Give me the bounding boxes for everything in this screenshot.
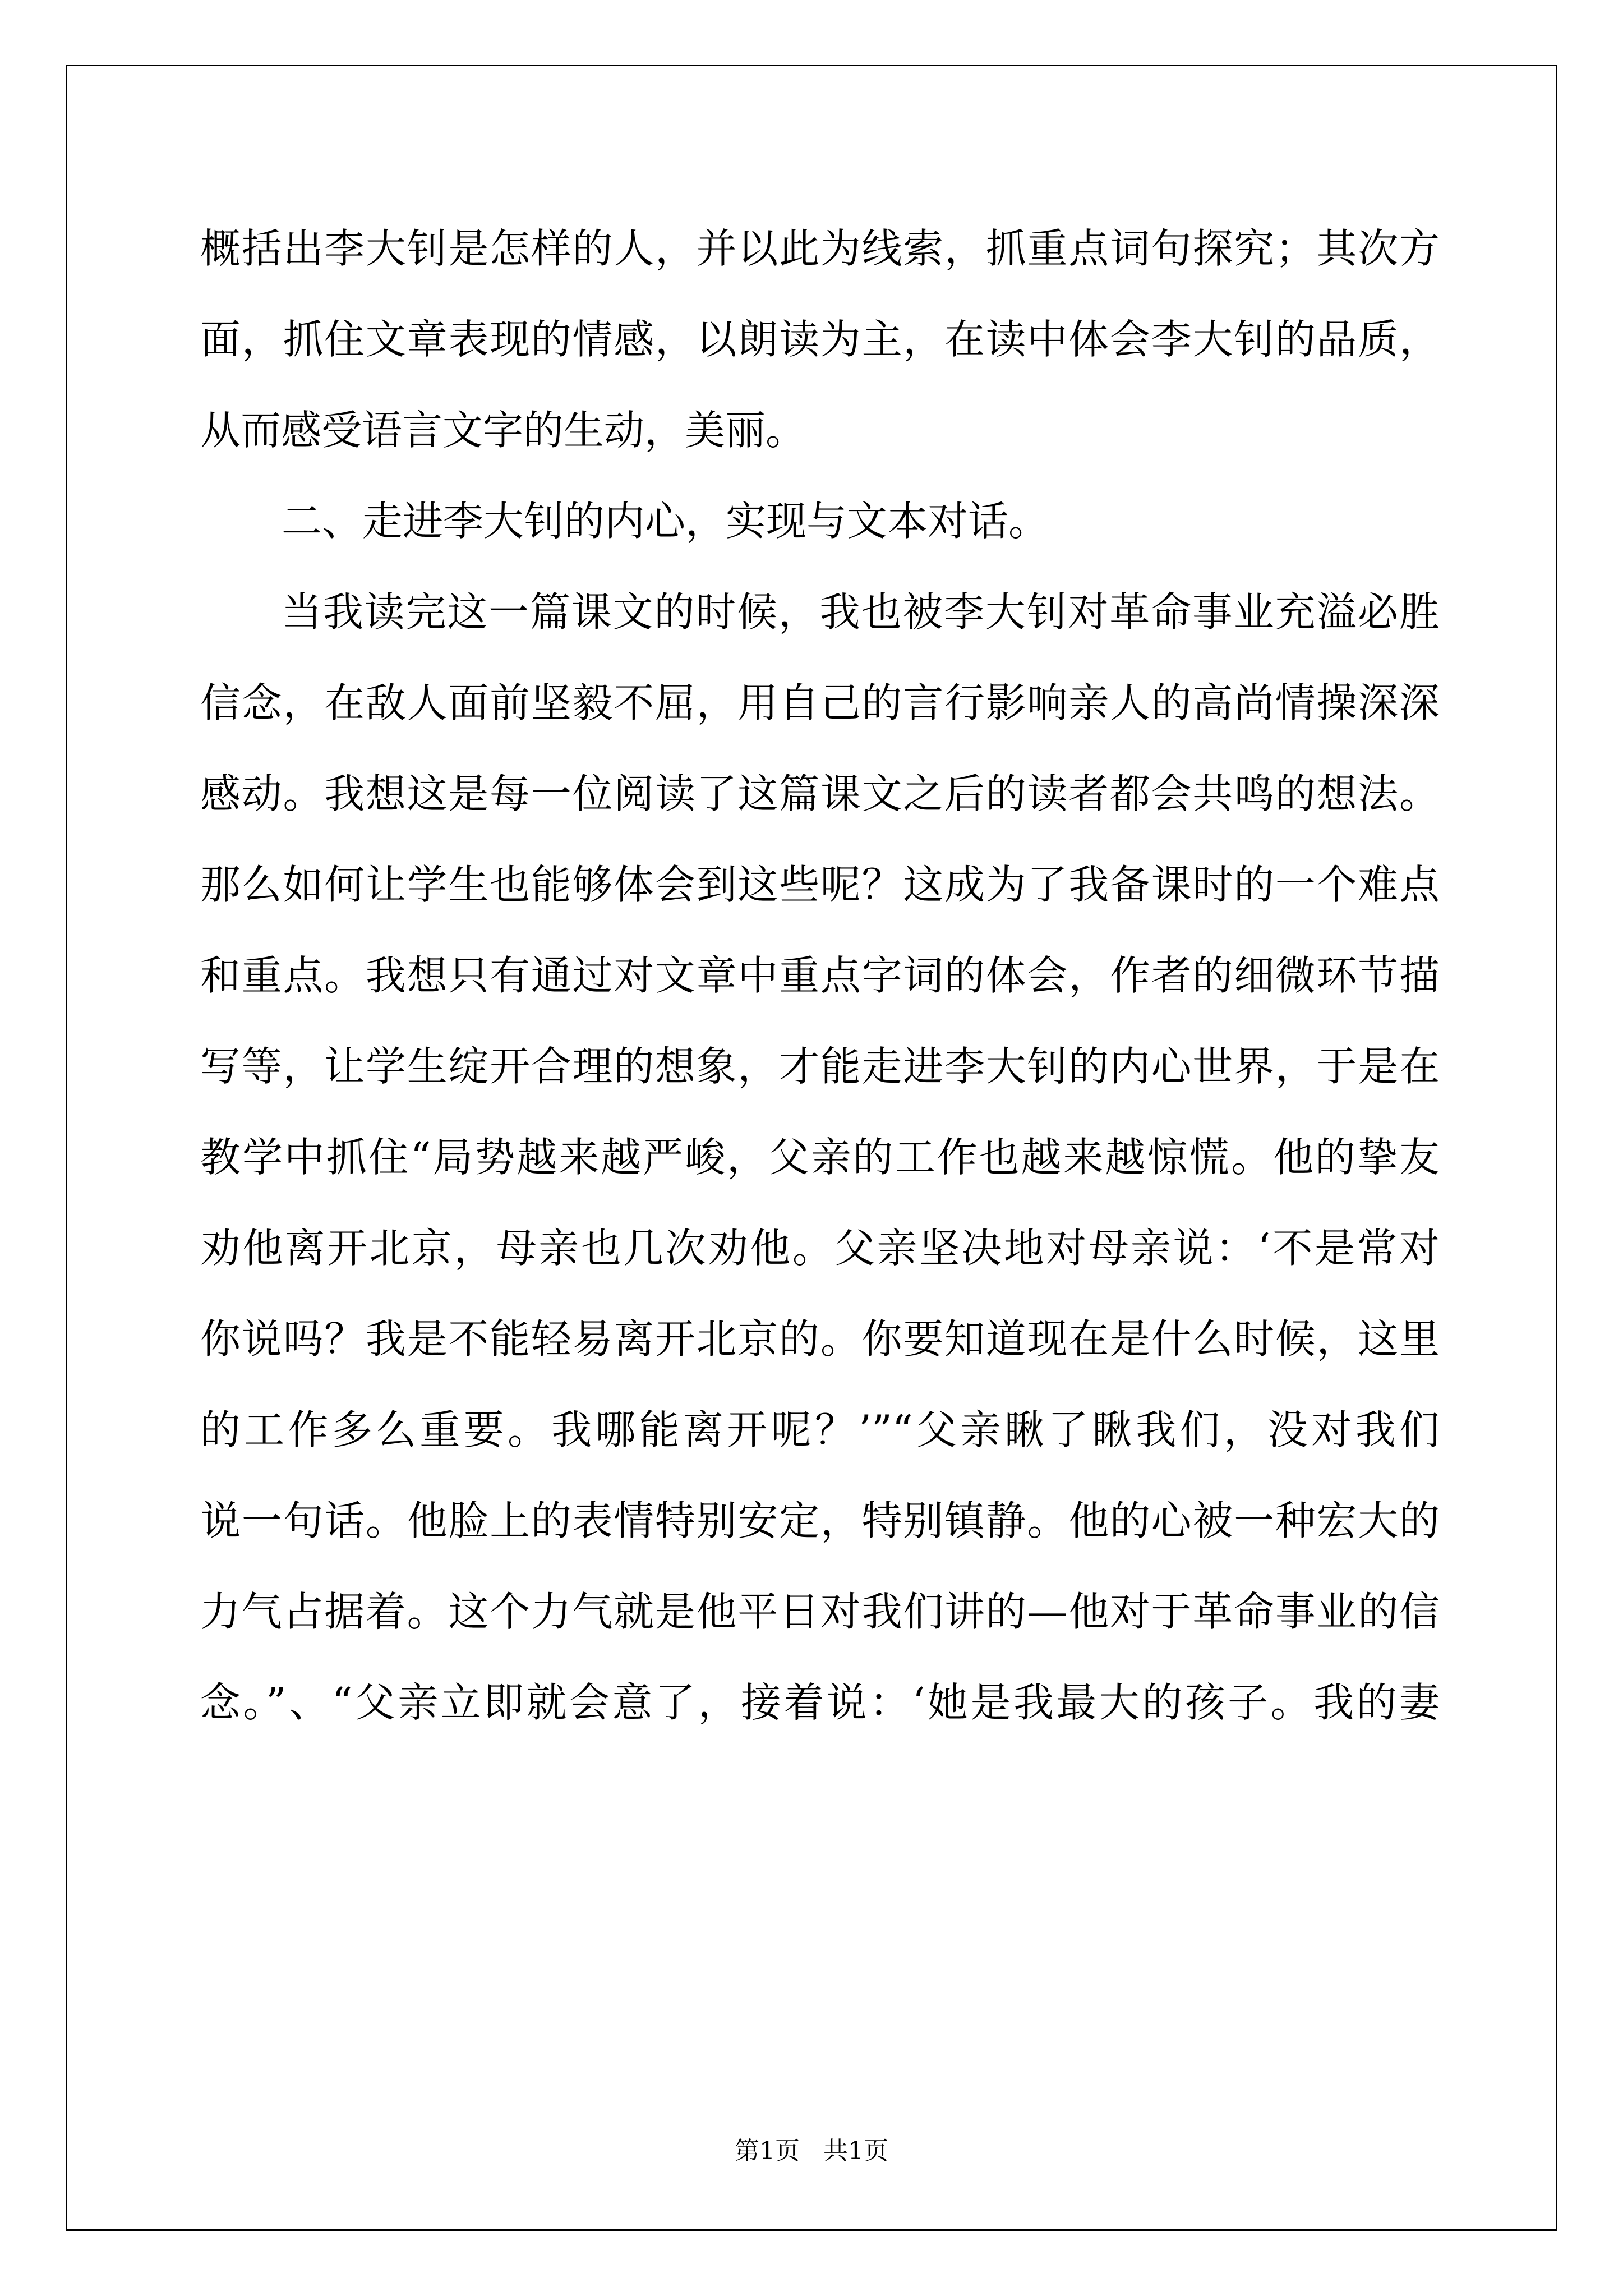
paragraph-line-9: 和重点。我想只有通过对文章中重点字词的体会，作者的细微环节描	[200, 952, 1440, 999]
page-number-footer: 第1页 共1页	[735, 2137, 888, 2165]
paragraph-line-3: 从而感受语言文字的生动，美丽。	[200, 407, 806, 454]
paragraph-line-10: 写等，让学生绽开合理的想象，才能走进李大钊的内心世界，于是在	[200, 1043, 1440, 1090]
paragraph-line-11: 教学中抓住“局势越来越严峻，父亲的工作也越来越惊慌。他的挚友	[200, 1134, 1440, 1181]
paragraph-line-5: 当我读完这一篇课文的时候，我也被李大钊对革命事业充溢必胜	[282, 588, 1440, 636]
paragraph-line-12: 劝他离开北京，母亲也几次劝他。父亲坚决地对母亲说：‘不是常对	[200, 1225, 1440, 1272]
paragraph-line-13: 你说吗？我是不能轻易离开北京的。你要知道现在是什么时候，这里	[200, 1315, 1440, 1363]
paragraph-line-2: 面，抓住文章表现的情感，以朗读为主，在读中体会李大钊的品质，	[200, 316, 1440, 363]
paragraph-line-1: 概括出李大钊是怎样的人，并以此为线索，抓重点词句探究；其次方	[200, 225, 1440, 272]
paragraph-line-6: 信念，在敌人面前坚毅不屈，用自己的言行影响亲人的高尚情操深深	[200, 679, 1440, 726]
paragraph-line-7: 感动。我想这是每一位阅读了这篇课文之后的读者都会共鸣的想法。	[200, 770, 1440, 817]
section-heading: 二、走进李大钊的内心，实现与文本对话。	[282, 498, 1049, 545]
paragraph-line-8: 那么如何让学生也能够体会到这些呢？这成为了我备课时的一个难点	[200, 861, 1440, 908]
paragraph-line-17: 念。”、“父亲立即就会意了，接着说：‘她是我最大的孩子。我的妻	[200, 1679, 1440, 1726]
paragraph-line-14: 的工作多么重要。我哪能离开呢？’”“父亲瞅了瞅我们，没对我们	[200, 1406, 1440, 1453]
paragraph-line-16: 力气占据着。这个力气就是他平日对我们讲的—他对于革命事业的信	[200, 1588, 1440, 1635]
paragraph-line-15: 说一句话。他脸上的表情特别安定，特别镇静。他的心被一种宏大的	[200, 1497, 1440, 1544]
